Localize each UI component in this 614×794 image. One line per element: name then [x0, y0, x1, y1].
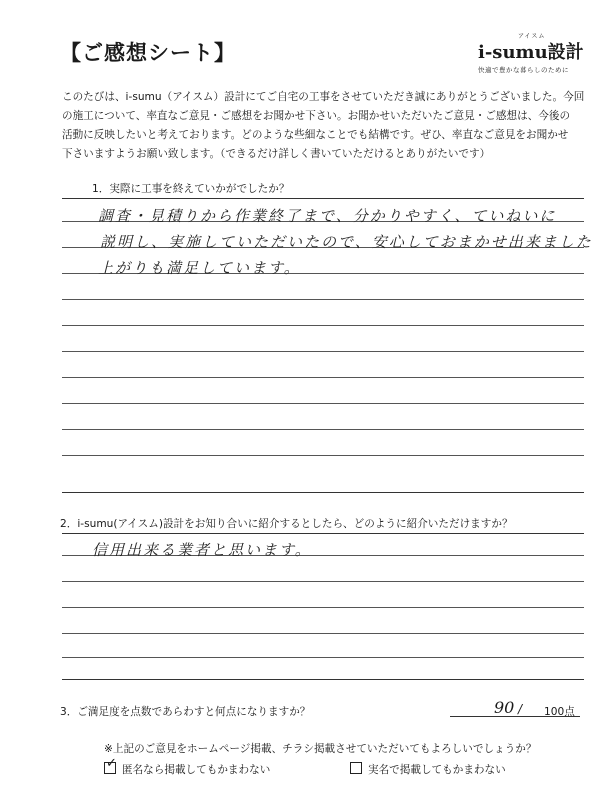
question-3-label: 3．ご満足度を点数であらわすと何点になりますか？: [60, 706, 311, 718]
logo-tagline: 快適で豊かな暮らしのために: [478, 66, 569, 74]
ruled-line: [62, 377, 584, 378]
handwritten-answer-line: 説明し、実施していただいたので、安心しておまかせ出来ました: [100, 233, 593, 251]
check-mark-icon: ✓: [106, 756, 117, 771]
ruled-line: [62, 633, 584, 634]
checkbox-real-name[interactable]: [350, 762, 362, 774]
handwritten-answer-line: 調査・見積りから作業終了まで、分かりやすく、ていねいに: [98, 207, 557, 225]
handwritten-answer-line: 信用出来る業者と思います。: [92, 541, 312, 559]
question-2-label: 2．i-sumu(アイスム)設計をお知り合いに紹介するとしたら、どのように紹介いただけますか？: [60, 518, 513, 530]
company-logo: [478, 33, 588, 74]
question-1-answer-box[interactable]: [62, 198, 593, 493]
consent-option-label: 匿名なら掲載してもかまわない: [122, 764, 271, 776]
consent-question: ※上記のご意見をホームページ掲載、チラシ掲載させていただいてもよろしいでしょうか？: [104, 743, 537, 755]
ruled-line: [62, 581, 584, 582]
intro-line: の施工について、率直なご意見・ご感想をお聞かせ下さい。お聞かせいただいたご意見・ご感想は、今後の: [62, 110, 571, 122]
ruled-line: [62, 325, 584, 326]
intro-line: このたびは、i-sumu（アイスム）設計にてご自宅の工事をさせていただき誠にありがとうございました。今回: [62, 91, 585, 103]
ruled-line: [62, 351, 584, 352]
score-max: 100点: [544, 706, 575, 718]
logo-ruby: アイスム: [518, 33, 546, 40]
question-1-label: 1．実際に工事を終えていかがでしたか？: [92, 183, 290, 195]
consent-option-real-name[interactable]: [350, 762, 506, 777]
score-separator: /: [518, 702, 523, 716]
question-2-answer-box[interactable]: [62, 533, 584, 680]
ruled-line: [62, 403, 584, 404]
checkbox-anonymous[interactable]: [104, 756, 117, 774]
score-value[interactable]: 90: [494, 698, 515, 717]
ruled-line: [62, 455, 584, 456]
consent-option-anonymous[interactable]: [104, 756, 271, 777]
intro-text: [62, 88, 585, 164]
ruled-line: [62, 607, 584, 608]
ruled-line: [62, 299, 584, 300]
ruled-line: [62, 657, 584, 658]
handwritten-answer-line: 上がりも満足しています。: [98, 259, 301, 277]
ruled-line: [62, 429, 584, 430]
intro-line: 下さいますようお願い致します。（できるだけ詳しく書いていただけるとありがたいです）: [62, 148, 491, 160]
logo-name: i-sumu設計: [478, 42, 584, 63]
page-title: 【ご感想シート】: [60, 41, 236, 65]
consent-option-label: 実名で掲載してもかまわない: [368, 764, 506, 776]
intro-line: 活動に反映したいと考えております。どのような些細なことでも結構です。ぜひ、率直なご意見をお聞かせ: [62, 129, 569, 141]
